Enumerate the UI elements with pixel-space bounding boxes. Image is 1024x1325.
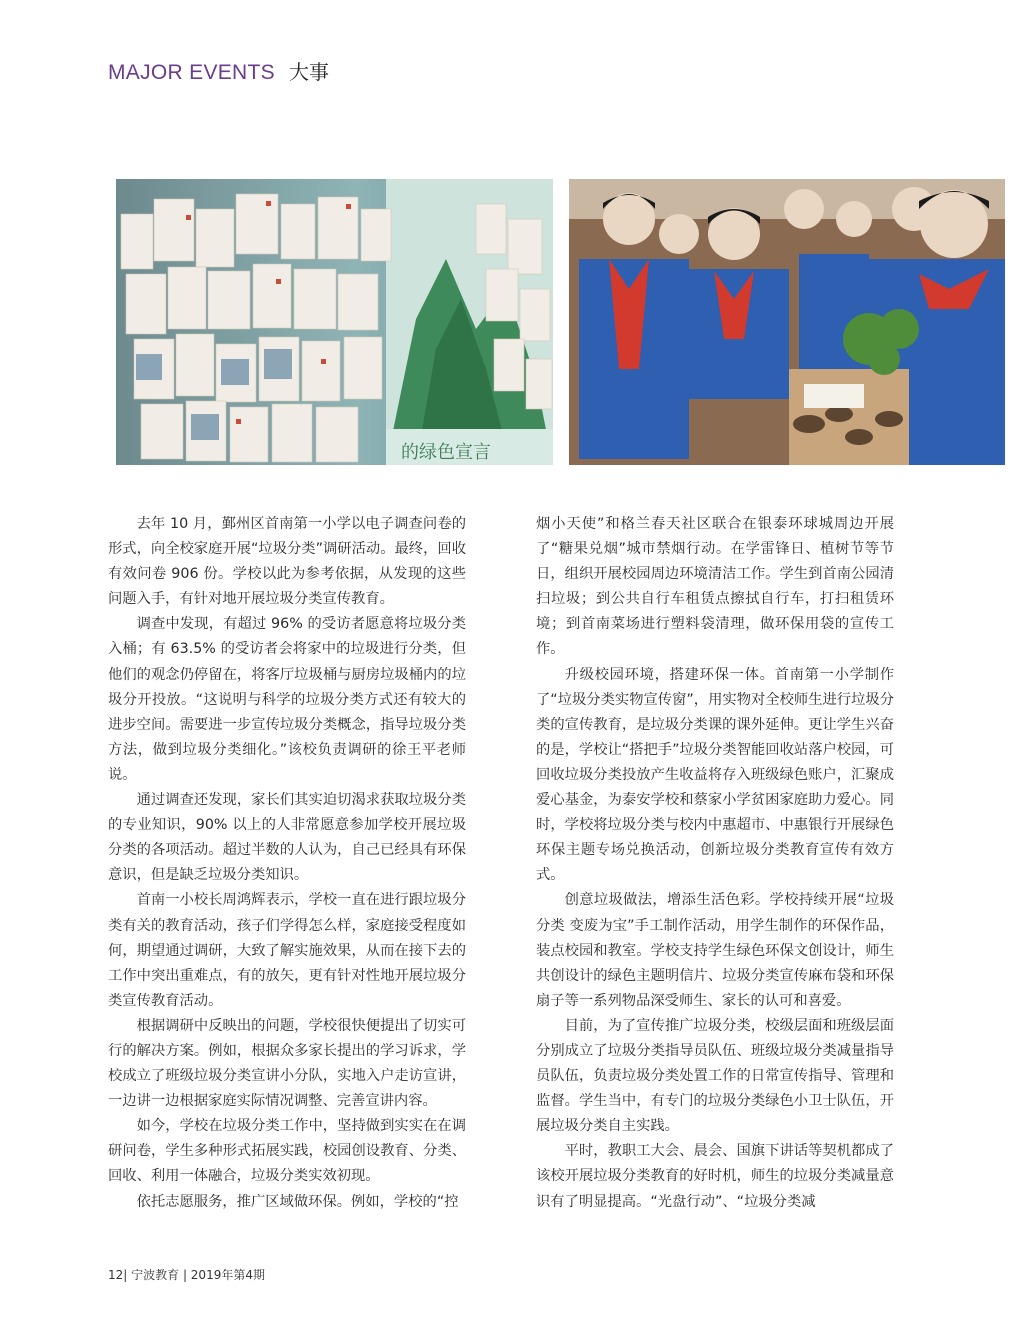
paragraph: 如今，学校在垃圾分类工作中，坚持做到实实在在调研问卷，学生多种形式拓展实践，校园创设教育、分类、回收、利用一体融合，垃圾分类实效初现。 (108, 1118, 466, 1185)
paragraph: 调查中发现，有超过 96% 的受访者愿意将垃圾分类入桶；有 63.5% 的受访者会将家中的垃圾进行分类，但他们的观念仍停留在，将客厅垃圾桶与厨房垃圾桶内的垃圾分开投放。“这说明与科学的垃圾分类方式还有较大的进步空间。需要进一步宣传垃圾分类概念，指导垃圾分类方法，做到垃圾分类细化。”该校负责调研的徐王平老师说。 (108, 616, 466, 783)
paragraph: 平时，教职工大会、晨会、国旗下讲话等契机都成了该校开展垃圾分类教育的好时机，师生的垃圾分类减量意识有了明显提高。“光盘行动”、“垃圾分类减 (536, 1143, 894, 1210)
article-column-left (108, 512, 466, 1215)
section-title-en: MAJOR EVENTS (108, 61, 275, 84)
paragraph: 依托志愿服务，推广区域做环保。例如，学校的“控 (136, 1193, 459, 1210)
paragraph: 根据调研中反映出的问题，学校很快便提出了切实可行的解决方案。例如，根据众多家长提出的学习诉求，学校成立了班级垃圾分类宣讲小分队，实地入户走访宣讲，一边讲一边根据家庭实际情况调整、完善宣讲内容。 (108, 1017, 466, 1110)
section-header (108, 56, 329, 85)
postcard-wall-photo (116, 179, 553, 465)
paragraph-continued: 烟小天使”和格兰春天社区联合在银泰环球城周边开展了“糖果兑烟”城市禁烟行动。在学雷锋日、植树节等节日，组织开展校园周边环境清洁工作。学生到首南公园清扫垃圾；到公共自行车租赁点擦拭自行车，打扫租赁环境；到首南菜场进行塑料袋清理，做环保用袋的宣传工作。 (536, 516, 894, 658)
paragraph: 目前，为了宣传推广垃圾分类，校级层面和班级层面分别成立了垃圾分类指导员队伍、班级垃圾分类减量指导员队伍，负责垃圾分类处置工作的日常宣传指导、管理和监督。学生当中，有专门的垃圾分类绿色小卫士队伍，开展垃圾分类自主实践。 (536, 1017, 894, 1135)
paragraph: 首南一小校长周鸿辉表示，学校一直在进行跟垃圾分类有关的教育活动，孩子们学得怎么样，家庭接受程度如何，期望通过调研，大致了解实施效果，从而在接下去的工作中突出重难点，有的放矢，更有针对性地开展垃圾分类宣传教育活动。 (108, 892, 466, 1009)
paragraph: 去年 10 月，鄞州区首南第一小学以电子调查问卷的形式，向全校家庭开展“垃圾分类”调研活动。最终，回收有效问卷 906 份。学校以此为参考依据，从发现的这些问题入手，有针对地开展垃圾分类宣传教育。 (108, 516, 466, 608)
board-text: 的绿色宣言 (401, 442, 491, 463)
section-title-cn: 大事 (288, 60, 329, 84)
page-footer: 12| 宁波教育 | 2019年第4期 (108, 1268, 265, 1282)
paragraph: 通过调查还发现，家长们其实迫切渴求获取垃圾分类的专业知识，90% 以上的人非常愿意参加学校开展垃圾分类的各项活动。超过半数的人认为，自己已经具有环保意识，但是缺乏垃圾分类知识。 (108, 792, 466, 884)
article-column-right (536, 512, 894, 1215)
students-plants-photo (569, 179, 1005, 465)
paragraph: 创意垃圾做法，增添生活色彩。学校持续开展“垃圾分类 变废为宝”手工制作活动，用学生制作的环保作品，装点校园和教室。学校支持学生绿色环保文创设计，师生共创设计的绿色主题明信片、垃圾分类宣传麻布袋和环保扇子等一系列物品深受师生、家长的认可和喜爱。 (536, 892, 894, 1009)
paragraph: 升级校园环境，搭建环保一体。首南第一小学制作了“垃圾分类实物宣传窗”，用实物对全校师生进行垃圾分类的宣传教育，是垃圾分类课的课外延伸。更让学生兴奋的是，学校让“搭把手”垃圾分类智能回收站落户校园，可回收垃圾分类投放产生收益将存入班级绿色账户，汇聚成爱心基金，为泰安学校和蔡家小学贫困家庭助力爱心。同时，学校将垃圾分类与校内中惠超市、中惠银行开展绿色环保主题专场兑换活动，创新垃圾分类教育宣传有效方式。 (536, 666, 894, 884)
